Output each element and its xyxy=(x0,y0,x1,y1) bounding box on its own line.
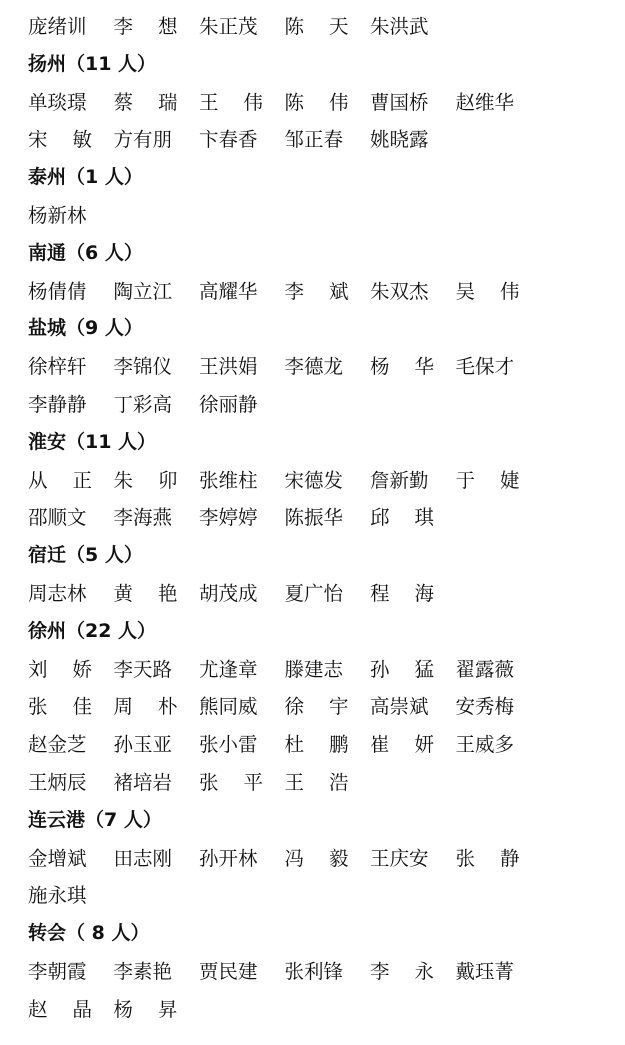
person-name xyxy=(199,84,263,122)
name-char: 刘 xyxy=(28,657,48,681)
person-name: 夏广怡 xyxy=(284,581,344,605)
name-char: 海 xyxy=(414,581,434,605)
person-name: 詹新勤 xyxy=(370,468,429,492)
name-char: 敏 xyxy=(72,128,92,152)
person-name xyxy=(456,273,520,311)
name-row xyxy=(28,273,608,311)
person-name xyxy=(285,273,349,311)
name-row xyxy=(28,84,608,122)
name-char: 佳 xyxy=(72,695,92,719)
person-name xyxy=(114,462,178,500)
person-name: 胡茂成 xyxy=(199,581,258,605)
person-name: 李锦仪 xyxy=(113,355,173,379)
person-name: 贾民建 xyxy=(199,959,258,983)
name-char: 张 xyxy=(455,846,476,870)
region-heading: 泰州（1 人） xyxy=(28,166,143,189)
name-char: 徐 xyxy=(284,695,305,719)
name-row xyxy=(28,386,608,424)
region-heading: 转会（ 8 人） xyxy=(28,922,150,945)
name-char: 陈 xyxy=(284,90,305,114)
person-name: 张维柱 xyxy=(199,468,258,492)
person-name: 李天路 xyxy=(113,657,173,681)
person-name: 田志刚 xyxy=(113,846,173,870)
name-char: 宋 xyxy=(28,128,48,152)
person-name: 孙开林 xyxy=(199,846,258,870)
person-name xyxy=(28,462,92,500)
person-name: 李德龙 xyxy=(284,355,344,379)
name-char: 李 xyxy=(284,279,305,303)
person-name xyxy=(285,84,349,122)
name-char: 琪 xyxy=(414,506,434,530)
name-row xyxy=(28,651,608,689)
region-heading: 宿迁（5 人） xyxy=(28,544,143,567)
name-row xyxy=(28,953,608,991)
person-name: 庞绪训 xyxy=(28,15,87,38)
name-char: 猛 xyxy=(414,657,434,681)
person-name: 方有朋 xyxy=(113,128,173,152)
person-name: 李海燕 xyxy=(113,506,173,530)
person-name xyxy=(114,991,178,1029)
name-char: 张 xyxy=(28,695,48,719)
name-char: 赵 xyxy=(28,997,48,1021)
person-name xyxy=(114,8,178,46)
person-name: 施永琪 xyxy=(28,884,87,908)
name-char: 天 xyxy=(328,15,349,38)
person-name: 朱洪武 xyxy=(370,15,429,38)
name-row xyxy=(28,499,608,537)
person-name: 安秀梅 xyxy=(455,695,515,719)
name-row xyxy=(28,991,608,1029)
name-char: 张 xyxy=(199,770,219,794)
person-name xyxy=(370,953,434,991)
name-row xyxy=(28,348,608,386)
name-char: 婕 xyxy=(499,468,520,492)
name-char: 黄 xyxy=(113,581,134,605)
region-heading: 盐城（9 人） xyxy=(28,317,143,340)
name-char: 伟 xyxy=(328,90,349,114)
name-char: 瑞 xyxy=(157,90,178,114)
region-heading: 淮安（11 人） xyxy=(28,430,157,453)
name-char: 华 xyxy=(414,355,434,379)
name-char: 邱 xyxy=(370,506,390,530)
person-name xyxy=(285,688,349,726)
person-name: 姚晓露 xyxy=(370,128,429,152)
person-name: 丁彩高 xyxy=(113,392,173,416)
name-row xyxy=(28,840,608,878)
person-name xyxy=(28,651,92,689)
name-row xyxy=(28,197,608,235)
person-name: 李婷婷 xyxy=(199,506,258,530)
name-char: 浩 xyxy=(328,770,349,794)
name-char: 王 xyxy=(199,90,219,114)
person-name: 戴珏菁 xyxy=(455,959,515,983)
name-char: 陈 xyxy=(284,15,305,38)
name-char: 晶 xyxy=(72,997,92,1021)
name-char: 平 xyxy=(243,770,263,794)
name-char: 永 xyxy=(414,959,434,983)
person-name: 熊同威 xyxy=(199,695,258,719)
name-char: 于 xyxy=(455,468,476,492)
person-name: 周志林 xyxy=(28,581,87,605)
person-name: 王庆安 xyxy=(370,846,429,870)
person-name: 杨倩倩 xyxy=(28,279,87,303)
person-name xyxy=(456,840,520,878)
person-name: 张利锋 xyxy=(284,959,344,983)
person-name xyxy=(370,348,434,386)
person-name xyxy=(114,688,178,726)
person-name xyxy=(285,8,349,46)
name-row xyxy=(28,8,608,46)
person-name: 翟露薇 xyxy=(455,657,515,681)
person-name: 曹国桥 xyxy=(370,90,429,114)
name-char: 朱 xyxy=(113,468,134,492)
person-name: 高耀华 xyxy=(199,279,258,303)
name-char: 吴 xyxy=(455,279,476,303)
region-heading: 扬州（11 人） xyxy=(28,52,157,75)
region-heading: 徐州（22 人） xyxy=(28,619,157,642)
region-heading: 连云港（7 人） xyxy=(28,808,162,831)
region-heading: 南通（6 人） xyxy=(28,241,143,264)
person-name: 毛保才 xyxy=(455,355,515,379)
name-row xyxy=(28,575,608,613)
name-char: 王 xyxy=(284,770,305,794)
name-row xyxy=(28,121,608,159)
person-name xyxy=(114,575,178,613)
person-name: 赵金芝 xyxy=(28,733,87,757)
person-name: 尤逢章 xyxy=(199,657,258,681)
person-name: 金增斌 xyxy=(28,846,87,870)
name-char: 想 xyxy=(157,15,178,38)
person-name: 张小雷 xyxy=(199,733,258,757)
person-name: 邹正春 xyxy=(284,128,344,152)
name-char: 杨 xyxy=(113,997,134,1021)
name-char: 静 xyxy=(499,846,520,870)
person-name: 王洪娟 xyxy=(199,355,258,379)
name-row xyxy=(28,764,608,802)
person-name xyxy=(285,840,349,878)
name-char: 孙 xyxy=(370,657,390,681)
person-name: 高崇斌 xyxy=(370,695,429,719)
name-char: 崔 xyxy=(370,733,390,757)
name-char: 鹏 xyxy=(328,733,349,757)
name-list-document xyxy=(28,8,608,1029)
name-row xyxy=(28,877,608,915)
name-char: 冯 xyxy=(284,846,305,870)
name-char: 李 xyxy=(113,15,134,38)
person-name xyxy=(28,991,92,1029)
person-name: 滕建志 xyxy=(284,657,344,681)
person-name: 单琰璟 xyxy=(28,90,87,114)
name-char: 杨 xyxy=(370,355,390,379)
name-char: 伟 xyxy=(243,90,263,114)
name-char: 毅 xyxy=(328,846,349,870)
name-char: 杜 xyxy=(284,733,305,757)
person-name xyxy=(370,499,434,537)
person-name: 李静静 xyxy=(28,392,87,416)
person-name xyxy=(370,651,434,689)
person-name: 孙玉亚 xyxy=(113,733,173,757)
name-char: 艳 xyxy=(157,581,178,605)
person-name xyxy=(456,462,520,500)
name-char: 妍 xyxy=(414,733,434,757)
person-name: 朱双杰 xyxy=(370,279,429,303)
person-name: 卞春香 xyxy=(199,128,258,152)
name-char: 斌 xyxy=(328,279,349,303)
name-row xyxy=(28,726,608,764)
person-name xyxy=(370,575,434,613)
name-char: 娇 xyxy=(72,657,92,681)
person-name xyxy=(114,84,178,122)
person-name: 褚培岩 xyxy=(113,770,173,794)
name-char: 卯 xyxy=(157,468,178,492)
person-name xyxy=(285,764,349,802)
person-name: 陈振华 xyxy=(284,506,344,530)
person-name xyxy=(370,726,434,764)
person-name: 李朝霞 xyxy=(28,959,87,983)
person-name: 徐丽静 xyxy=(199,392,258,416)
name-char: 周 xyxy=(113,695,134,719)
name-char: 伟 xyxy=(499,279,520,303)
person-name: 王威多 xyxy=(455,733,515,757)
person-name: 王炳辰 xyxy=(28,770,87,794)
name-char: 李 xyxy=(370,959,390,983)
person-name: 赵维华 xyxy=(455,90,515,114)
name-char: 昇 xyxy=(157,997,178,1021)
name-char: 从 xyxy=(28,468,48,492)
name-char: 宇 xyxy=(328,695,349,719)
name-char: 正 xyxy=(72,468,92,492)
person-name: 邵顺文 xyxy=(28,506,87,530)
person-name xyxy=(285,726,349,764)
name-char: 蔡 xyxy=(113,90,134,114)
person-name: 陶立江 xyxy=(113,279,173,303)
name-row xyxy=(28,688,608,726)
person-name xyxy=(199,764,263,802)
person-name xyxy=(28,121,92,159)
name-char: 朴 xyxy=(157,695,178,719)
person-name: 朱正茂 xyxy=(199,15,258,38)
person-name: 徐梓轩 xyxy=(28,355,87,379)
name-row xyxy=(28,462,608,500)
person-name: 杨新林 xyxy=(28,203,87,227)
name-char: 程 xyxy=(370,581,390,605)
person-name: 宋德发 xyxy=(284,468,344,492)
person-name xyxy=(28,688,92,726)
person-name: 李素艳 xyxy=(113,959,173,983)
